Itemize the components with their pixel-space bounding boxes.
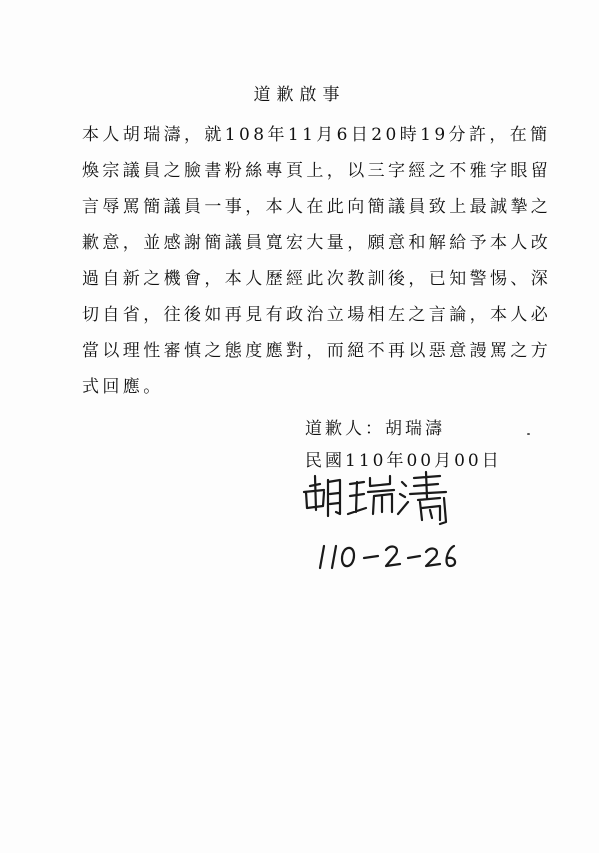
body-line-8: 式回應。 xyxy=(82,377,164,397)
body-line-3: 言辱罵簡議員一事，本人在此向簡議員致上最誠摯之 xyxy=(82,197,552,217)
handwritten-signature xyxy=(290,462,470,582)
body-line-2: 煥宗議員之臉書粉絲專頁上，以三字經之不雅字眼留 xyxy=(82,161,552,181)
body-line-6: 切自省，往後如再見有政治立場相左之言論，本人必 xyxy=(82,305,552,325)
scan-speck xyxy=(527,433,530,435)
body-line-5: 過自新之機會，本人歷經此次教訓後，已知警惕、深 xyxy=(82,269,552,289)
body-line-1: 本人胡瑞濤，就108年11月6日20時19分許，在簡 xyxy=(82,125,551,145)
body-line-4: 歉意，並感謝簡議員寬宏大量，願意和解給予本人改 xyxy=(82,233,552,253)
body-line-7: 當以理性審慎之態度應對，而絕不再以惡意謾罵之方 xyxy=(82,341,552,361)
signer-line: 道歉人：胡瑞濤 xyxy=(305,419,445,439)
document-title: 道歉啟事 xyxy=(253,85,346,105)
date-line: 民國110年00月00日 xyxy=(305,451,502,471)
